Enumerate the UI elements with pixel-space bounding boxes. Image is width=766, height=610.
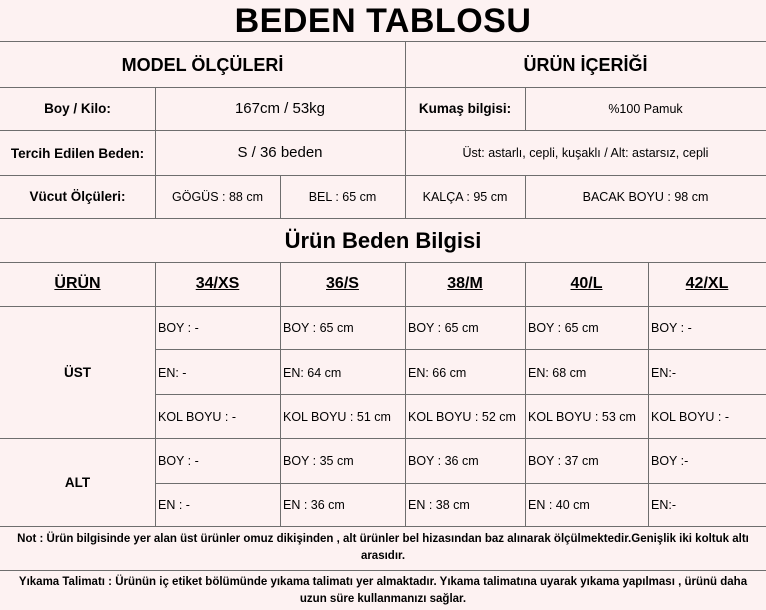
page-title: BEDEN TABLOSU — [234, 2, 532, 40]
fabric-value: %100 Pamuk — [608, 102, 683, 116]
chest-measure: GÖGÜS : 88 cm — [172, 190, 263, 204]
table-cell: KOL BOYU : 53 cm — [528, 410, 636, 424]
height-weight-value: 167cm / 53kg — [234, 100, 326, 117]
size-header-xl: 42/XL — [685, 275, 729, 292]
leg-length-measure: BACAK BOYU : 98 cm — [582, 190, 709, 204]
table-cell: BOY : 36 cm — [408, 454, 479, 468]
table-cell: EN:- — [651, 366, 676, 380]
fabric-label: Kumaş bilgisi: — [418, 101, 512, 116]
product-details: Üst: astarlı, cepli, kuşaklı / Alt: astarsız, cepli — [462, 146, 709, 160]
product-column-header: ÜRÜN — [54, 275, 101, 292]
table-cell: EN: 64 cm — [283, 366, 342, 380]
table-cell: EN:- — [651, 498, 676, 512]
hip-measure: KALÇA : 95 cm — [422, 190, 508, 204]
table-cell: BOY : 65 cm — [528, 321, 599, 335]
table-cell: BOY : 65 cm — [408, 321, 479, 335]
table-cell: EN: - — [158, 366, 187, 380]
size-header-m: 38/M — [447, 275, 483, 292]
waist-measure: BEL : 65 cm — [308, 190, 377, 204]
body-measurements-label: Vücut Ölçüleri: — [29, 189, 126, 204]
table-cell: KOL BOYU : 51 cm — [283, 410, 391, 424]
model-measurements-header: MODEL ÖLÇÜLERİ — [121, 55, 284, 75]
preferred-size-value: S / 36 beden — [237, 144, 323, 161]
table-cell: BOY : 37 cm — [528, 454, 599, 468]
table-cell: EN : 36 cm — [283, 498, 345, 512]
size-header-l: 40/L — [570, 275, 603, 292]
size-header-s: 36/S — [326, 275, 359, 292]
table-cell: EN: 66 cm — [408, 366, 467, 380]
washing-instructions: Yıkama Talimatı : Ürünün iç etiket bölümünde yıkama talimatı yer almaktadır. Yıkama talimatına uyarak yıkama yapılması , ürünü daha uzun süre kullanmanızı sağlar. — [18, 576, 748, 605]
bottom-garment-label: ALT — [64, 475, 91, 490]
preferred-size-label: Tercih Edilen Beden: — [10, 146, 145, 161]
table-cell: KOL BOYU : 52 cm — [408, 410, 516, 424]
table-cell: BOY : - — [158, 321, 199, 335]
table-cell: KOL BOYU : - — [158, 410, 237, 424]
table-cell: EN : - — [158, 498, 190, 512]
table-cell: KOL BOYU : - — [651, 410, 730, 424]
table-cell: EN : 40 cm — [528, 498, 590, 512]
measurement-note: Not : Ürün bilgisinde yer alan üst ürünler omuz dikişinden , alt ürünler bel hizasından baz alınarak ölçülmektedir.Genişlik iki koltuk altı arasıdır. — [17, 533, 749, 562]
top-garment-label: ÜST — [64, 365, 91, 380]
table-cell: EN : 38 cm — [408, 498, 470, 512]
size-header-xs: 34/XS — [195, 275, 240, 292]
height-weight-label: Boy / Kilo: — [44, 101, 111, 116]
table-cell: BOY : 35 cm — [283, 454, 354, 468]
table-cell: BOY : - — [651, 321, 692, 335]
table-cell: EN: 68 cm — [528, 366, 587, 380]
table-cell: BOY :- — [651, 454, 689, 468]
product-content-header: ÜRÜN İÇERİĞİ — [523, 55, 648, 75]
size-info-header: Ürün Beden Bilgisi — [284, 228, 482, 253]
table-cell: BOY : - — [158, 454, 199, 468]
table-cell: BOY : 65 cm — [283, 321, 354, 335]
